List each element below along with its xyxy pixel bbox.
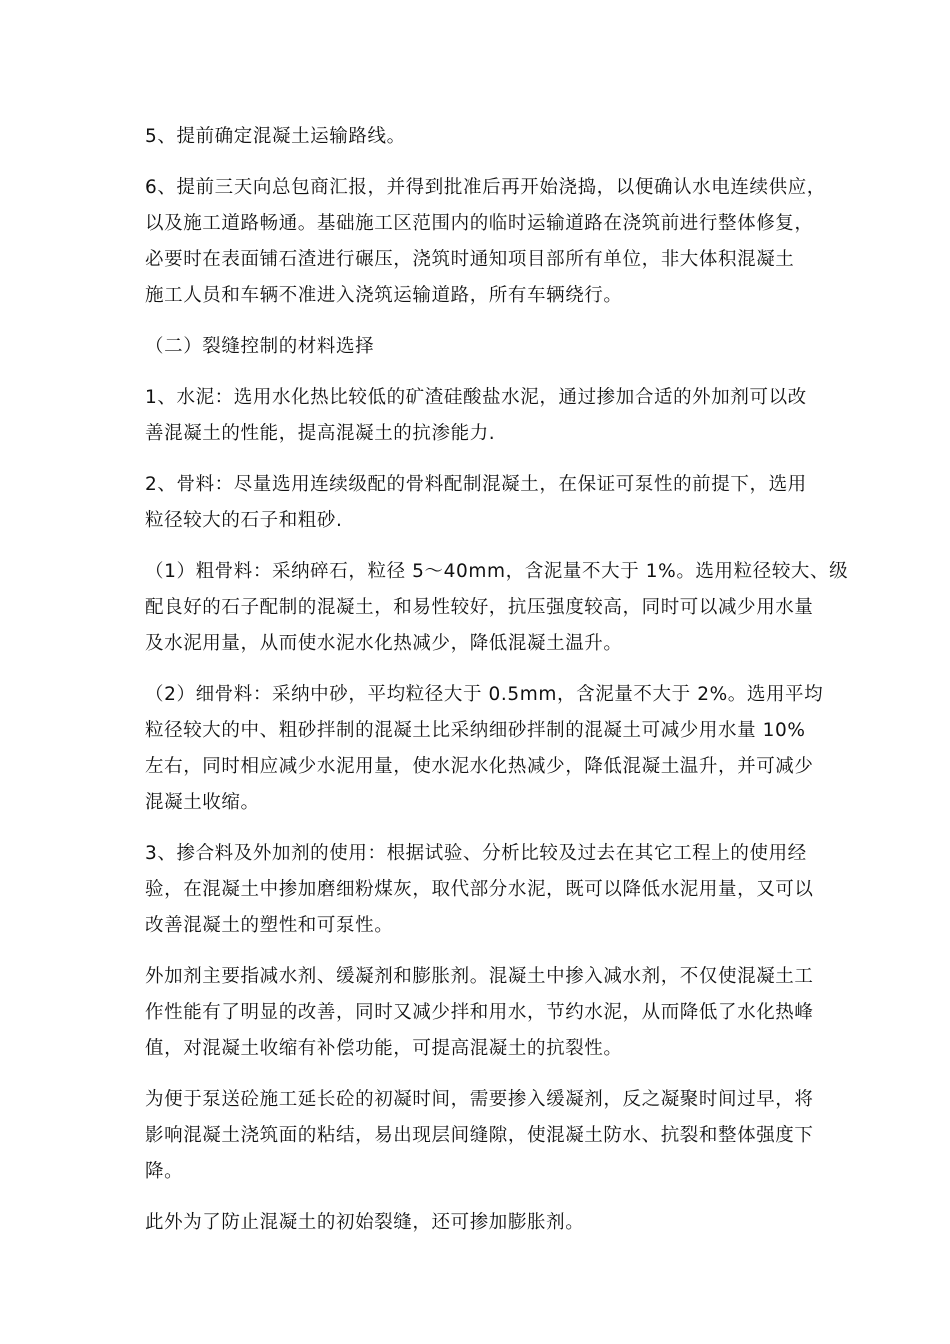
text-line: 左右，同时相应减少水泥用量，使水泥水化热减少，降低混凝土温升，并可减少 — [145, 756, 814, 777]
text-line: 此外为了防止混凝土的初始裂缝，还可掺加膨胀剂。 — [145, 1212, 585, 1233]
text-line: 值，对混凝土收缩有补偿功能，可提高混凝土的抗裂性。 — [145, 1038, 623, 1059]
text-line: 影响混凝土浇筑面的粘结，易出现层间缝隙，使混凝土防水、抗裂和整体强度下 — [145, 1125, 814, 1146]
paragraph-item-6 — [145, 170, 826, 314]
paragraph-additive-types — [145, 959, 814, 1067]
text-line: 及水泥用量，从而使水泥水化热减少，降低混凝土温升。 — [145, 633, 623, 654]
text-line: 混凝土收缩。 — [145, 792, 260, 813]
text-line: 2、骨料：尽量选用连续级配的骨料配制混凝土，在保证可泵性的前提下，选用 — [145, 474, 807, 495]
text-line: 善混凝土的性能，提高混凝土的抗渗能力. — [145, 423, 496, 444]
text-line: 以及施工道路畅通。基础施工区范围内的临时运输道路在浇筑前进行整体修复， — [145, 213, 814, 234]
text-line: 作性能有了明显的改善，同时又减少拌和用水，节约水泥，从而降低了水化热峰 — [145, 1002, 814, 1023]
paragraph-coarse-aggregate — [145, 554, 849, 662]
paragraph-aggregate — [145, 467, 810, 539]
text-line: 粒径较大的中、粗砂拌制的混凝土比采纳细砂拌制的混凝土可减少用水量 10% — [145, 720, 806, 741]
paragraph-cement — [145, 380, 810, 452]
text-line: 5、提前确定混凝土运输路线。 — [145, 126, 406, 147]
text-line: 降。 — [145, 1161, 184, 1182]
text-line: 外加剂主要指减水剂、缓凝剂和膨胀剂。混凝土中掺入减水剂，不仅使混凝土工 — [145, 966, 814, 987]
text-line: 粒径较大的石子和粗砂. — [145, 510, 343, 531]
paragraph-expansive-agent — [145, 1205, 810, 1241]
paragraph-fine-aggregate — [145, 677, 824, 821]
text-line: （1）粗骨料：采纳碎石，粒径 5～40mm，含泥量不大于 1%。选用粒径较大、级 — [145, 561, 849, 582]
section-heading — [145, 329, 810, 365]
text-line: 必要时在表面铺石渣进行碾压，浇筑时通知项目部所有单位，非大体积混凝土 — [145, 249, 795, 270]
text-line: 3、掺合料及外加剂的使用：根据试验、分析比较及过去在其它工程上的使用经 — [145, 843, 807, 864]
text-line: 施工人员和车辆不准进入浇筑运输道路，所有车辆绕行。 — [145, 285, 623, 306]
text-line: 为便于泵送砼施工延长砼的初凝时间，需要掺入缓凝剂，反之凝聚时间过早，将 — [145, 1089, 814, 1110]
text-line: 6、提前三天向总包商汇报，并得到批准后再开始浇捣，以便确认水电连续供应， — [145, 177, 826, 198]
text-line: 验，在混凝土中掺加磨细粉煤灰，取代部分水泥，既可以降低水泥用量，又可以 — [145, 879, 814, 900]
text-line: （2）细骨料：采纳中砂，平均粒径大于 0.5mm，含泥量不大于 2%。选用平均 — [145, 684, 824, 705]
text-line: 1、水泥：选用水化热比较低的矿渣硅酸盐水泥，通过掺加合适的外加剂可以改 — [145, 387, 807, 408]
text-line: （二）裂缝控制的材料选择 — [145, 336, 375, 357]
paragraph-retarder — [145, 1082, 814, 1190]
paragraph-item-5 — [145, 119, 810, 155]
text-line: 改善混凝土的塑性和可泵性。 — [145, 915, 394, 936]
document-body — [145, 119, 849, 1256]
paragraph-admixture — [145, 836, 814, 944]
text-line: 配良好的石子配制的混凝土，和易性较好，抗压强度较高，同时可以减少用水量 — [145, 597, 814, 618]
